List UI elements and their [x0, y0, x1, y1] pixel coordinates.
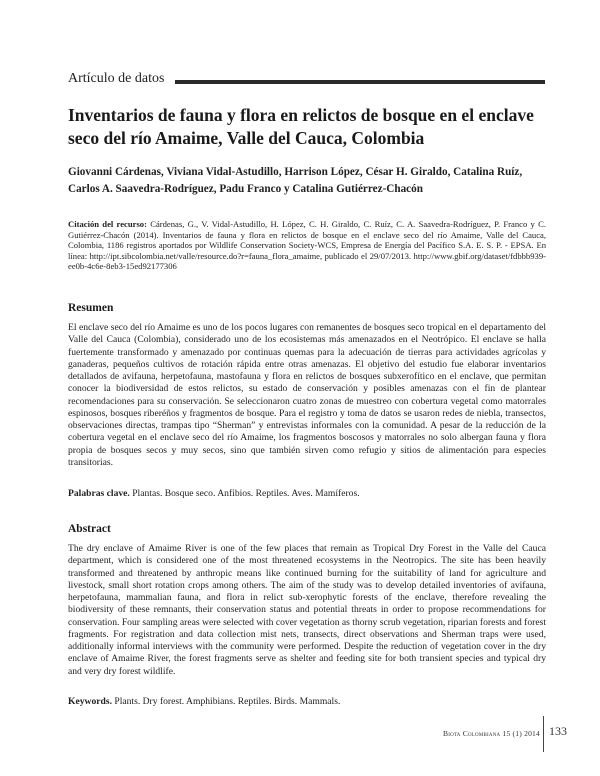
footer-rule [543, 716, 544, 752]
keywords [68, 696, 546, 708]
resumen-heading: Resumen [68, 302, 114, 314]
abstract-text: The dry enclave of Amaime River is one of the few places that remain as Tropical Dry Forest in the Valle del Cauca department, which is considered one of the most threatened ecosystems in the Neotropics. The site has been heavily transformed and threatened by anthropic means like continued burning for the suitability of land for agriculture and livestock, small short rotation crops among others. The aim of the study was to develop detailed inventories of avifauna, herpetofauna, mammalian fauna, and flora in relict sub-xerophytic forests of the enclave, therefore revealing the biodiversity of these remnants, their conservation status and potential threats in order to propose recommendations for conservation. Four sampling areas were selected with cover vegetation as thorny scrub vegetation, riparian forests and forest fragments. For registration and data collection mist nets, transects, direct observations and Sherman traps were used, additionally informal interviews with the community were performed. Despite the reduction of vegetation cover in the dry enclave of Amaime River, the forest fragments serve as shelter and feeding site for both transient species and typical dry and very dry forest wildlife. [68, 543, 546, 677]
palabras-clave [68, 488, 546, 500]
citation-text: Cárdenas, G., V. Vidal-Astudillo, H. López, C. H. Giraldo, C. Ruíz, C. A. Saavedra-Rodríguez, P. Franco y C. Gutiérrez-Chacón (2014). Inventarios de fauna y flora en relictos de bosque en el enclave seco del río Amaime, Valle del Cauca, Colombia, 1186 registros aportados por Wildlife Conservation Society-WCS, Empresa de Energía del Pacífico S.A. E. S. P. - EPSA. En línea: http://ipt.sibcolombia.net/valle/resource.do?r=fauna_flora_amaime, publicado el 29/07/2013. http://www.gbif.org/dataset/fdbbb939-ee0b-4c6e-8eb3-15ed92177306 [68, 219, 546, 272]
citation-block [68, 219, 546, 272]
keywords-text: Plants. Dry forest. Amphibians. Reptiles. Birds. Mammals. [111, 696, 341, 707]
palabras-clave-text: Plantas. Bosque seco. Anfibios. Reptiles. Aves. Mamíferos. [129, 488, 360, 499]
journal-name: Biota Colombiana 15 (1) 2014 [443, 729, 541, 738]
author-list: Giovanni Cárdenas, Viviana Vidal-Astudillo, Harrison López, César H. Giraldo, Catalina Ruíz, Carlos A. Saavedra-Rodríguez, Padu Franco y Catalina Gutiérrez-Chacón [68, 166, 523, 195]
palabras-clave-label: Palabras clave. [68, 488, 130, 499]
resumen-text: El enclave seco del río Amaime es uno de los pocos lugares con remanentes de bosques seco tropical en el departamento del Valle del Cauca (Colombia), considerado uno de los ecosistemas más amenazados en el Neotrópico. El enclave se halla fuertemente transformado y amenazado por continuas quemas para la adecuación de tierras para actividades agrícolas y ganaderas, pequeños cultivos de rotación rápida entre otras amenazas. El objetivo del estudio fue elaborar inventarios detallados de avifauna, herpetofauna, mastofauna y flora en relictos de bosques subxerofítico en el enclave, que permitan conocer la biodiversidad de estos relictos, su estado de conservación y posibles amenazas con el fin de plantear recomendaciones para su conservación. Se seleccionaron cuatro zonas de muestreo con cobertura vegetal como matorrales espinosos, bosques riberéños y fragmentos de bosque. Para el registro y toma de datos se usaron redes de niebla, transectos, observaciones directas, trampas tipo “Sherman” y entrevistas informales con la comunidad. A pesar de la reducción de la cobertura vegetal en el enclave seco del río Amaime, los fragmentos boscosos y matorrales no solo albergan fauna y flora propia de bosques secos y muy secos, sino que también sirven como refugio y sitios de alimentación para especies transitorias. [68, 322, 546, 468]
section-label: Artículo de datos [68, 71, 165, 86]
article-title: Inventarios de fauna y flora en relictos de bosque en el enclave seco del río Amaime, Valle del Cauca, Colombia [68, 105, 534, 148]
keywords-label: Keywords. [68, 696, 112, 707]
abstract-heading: Abstract [68, 523, 111, 535]
page-number: 133 [549, 724, 567, 738]
citation-label: Citación del recurso: [68, 219, 147, 229]
section-rule [175, 80, 545, 84]
